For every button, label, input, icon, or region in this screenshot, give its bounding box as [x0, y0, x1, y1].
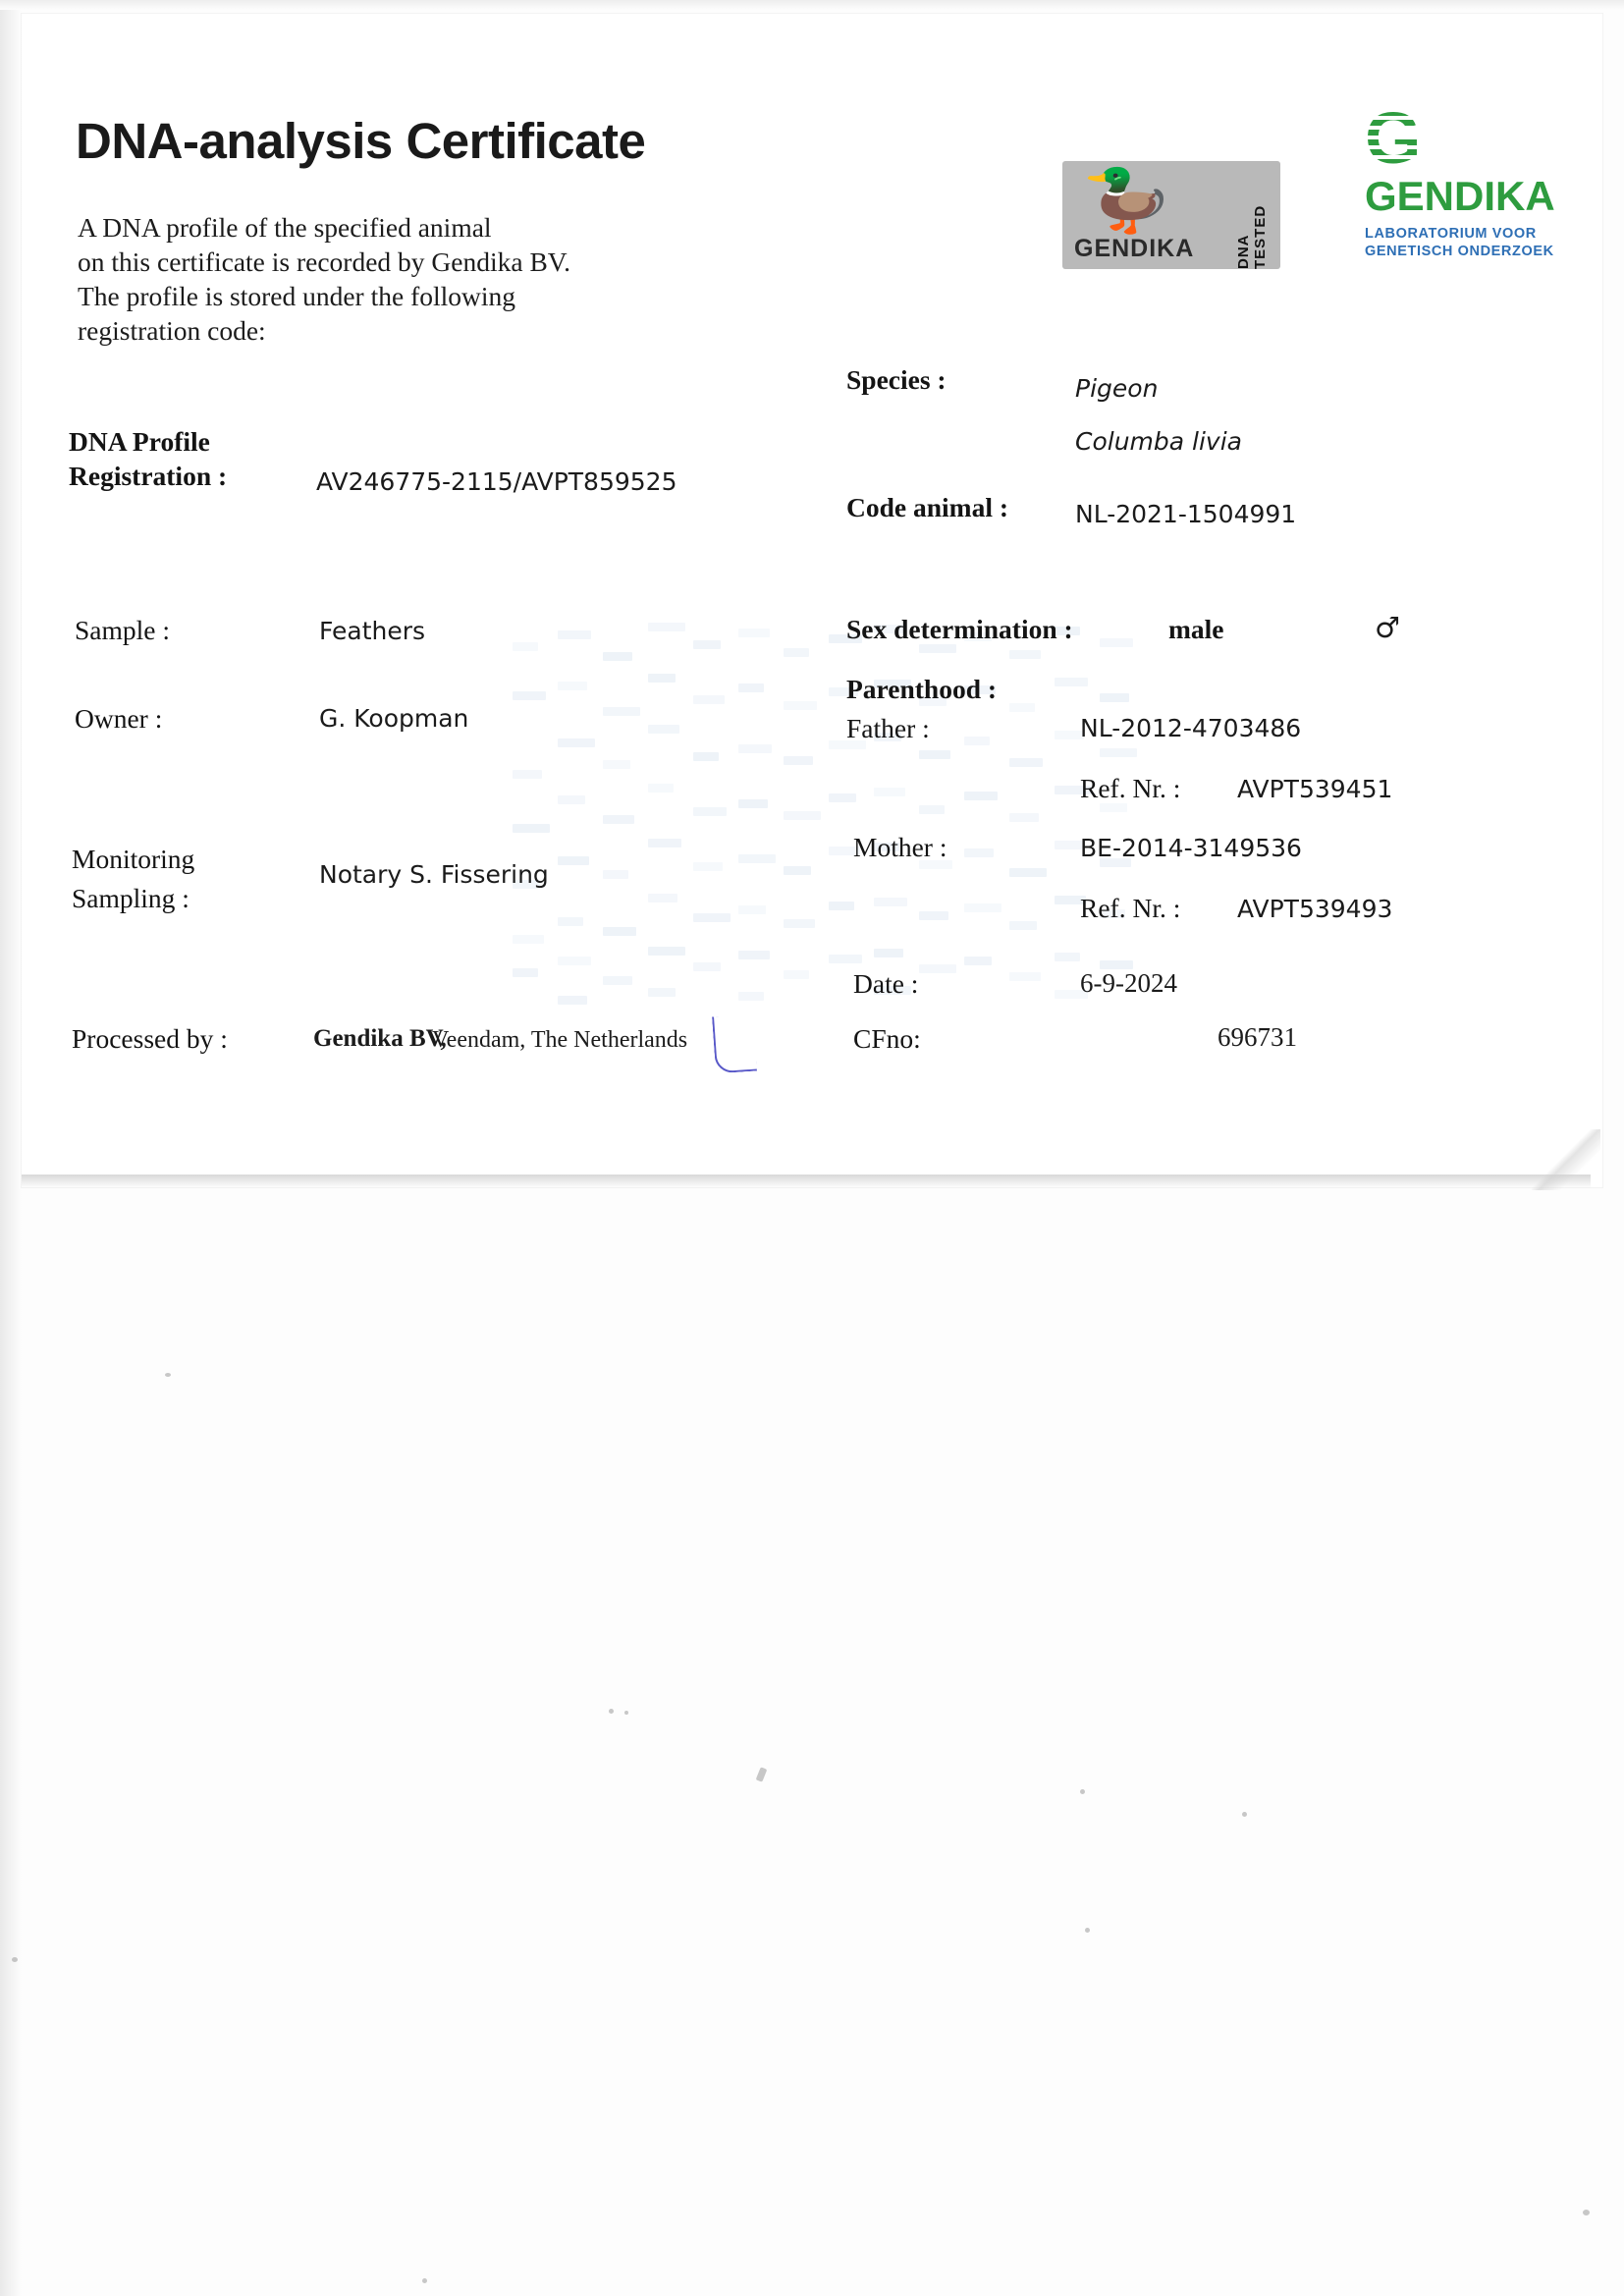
- cfno-value: 696731: [1218, 1022, 1297, 1052]
- scan-speck: [1080, 1789, 1085, 1794]
- scan-speck: [12, 1957, 18, 1962]
- processed-by-location: Veendam, The Netherlands: [432, 1027, 688, 1053]
- parenthood-label: Parenthood :: [846, 674, 998, 704]
- gendika-brand-name: GENDIKA: [1365, 173, 1555, 219]
- mother-label: Mother :: [853, 832, 947, 862]
- intro-line-4: registration code:: [78, 315, 266, 346]
- scan-edge-top: [0, 0, 1624, 10]
- father-ref-label: Ref. Nr. :: [1080, 773, 1181, 803]
- date-value: 6-9-2024: [1080, 968, 1177, 998]
- monitoring-label-line2: Sampling :: [72, 883, 189, 913]
- father-label: Father :: [846, 713, 930, 743]
- father-value: NL-2012-4703486: [1080, 714, 1302, 742]
- scan-speck: [1085, 1928, 1090, 1933]
- sex-determination-value: male: [1168, 614, 1224, 644]
- intro-paragraph: [78, 210, 765, 348]
- registration-label-line2: Registration :: [69, 461, 228, 491]
- pigeon-icon: 🦆: [1080, 168, 1175, 235]
- date-label: Date :: [853, 968, 919, 999]
- stamp-vertical-label: DNA TESTED: [1235, 204, 1269, 269]
- scan-speck: [756, 1767, 768, 1782]
- dna-watermark: [513, 623, 1141, 1094]
- intro-line-3: The profile is stored under the following: [78, 281, 516, 311]
- species-label: Species :: [846, 364, 947, 395]
- gendika-brand-subtitle: [1365, 225, 1561, 260]
- page-title: DNA-analysis Certificate: [76, 113, 646, 169]
- gendika-mark-icon: [1365, 100, 1543, 171]
- cfno-label: CFno:: [853, 1023, 921, 1054]
- sample-label: Sample :: [75, 615, 171, 645]
- mother-ref-value: AVPT539493: [1237, 895, 1393, 923]
- certificate-card: [22, 14, 1602, 1187]
- scan-speck: [609, 1709, 614, 1714]
- scan-speck: [1583, 2210, 1590, 2215]
- monitoring-value: Notary S. Fissering: [319, 860, 549, 889]
- registration-label-line1: DNA Profile: [69, 426, 210, 457]
- mother-value: BE-2014-3149536: [1080, 834, 1302, 862]
- code-animal-value: NL-2021-1504991: [1075, 500, 1297, 528]
- scan-speck: [1242, 1812, 1247, 1817]
- code-animal-label: Code animal :: [846, 492, 1008, 522]
- processed-by-label: Processed by :: [72, 1023, 228, 1054]
- scan-speck: [624, 1711, 628, 1715]
- signature-mark: [712, 1014, 757, 1074]
- father-ref-value: AVPT539451: [1237, 775, 1393, 803]
- gendika-sub-line-2: GENETISCH ONDERZOEK: [1365, 244, 1554, 259]
- scan-speck: [422, 2278, 427, 2283]
- mother-ref-label: Ref. Nr. :: [1080, 893, 1181, 923]
- sex-determination-label: Sex determination :: [846, 614, 1073, 644]
- gendika-logo: [1365, 100, 1561, 260]
- card-corner-curl: [1532, 1129, 1600, 1190]
- intro-line-1: A DNA profile of the specified animal: [78, 212, 492, 243]
- owner-value: G. Koopman: [319, 704, 469, 733]
- stamp-label: GENDIKA: [1074, 235, 1195, 262]
- sample-value: Feathers: [319, 617, 426, 645]
- male-symbol-icon: ♂: [1375, 611, 1400, 644]
- species-latin-value: Columba livia: [1075, 427, 1242, 456]
- card-bottom-shadow: [22, 1175, 1591, 1188]
- intro-line-2: on this certificate is recorded by Gendika BV.: [78, 246, 570, 277]
- scan-speck: [165, 1373, 171, 1377]
- dna-tested-stamp: [1062, 161, 1280, 269]
- gendika-sub-line-1: LABORATORIUM VOOR: [1365, 226, 1537, 242]
- monitoring-label-line1: Monitoring: [72, 844, 195, 874]
- scan-edge-left: [0, 0, 22, 2296]
- species-value: Pigeon: [1075, 374, 1159, 403]
- processed-by-company: Gendika BV,: [313, 1025, 447, 1052]
- registration-value: AV246775-2115/AVPT859525: [316, 467, 677, 496]
- owner-label: Owner :: [75, 703, 163, 734]
